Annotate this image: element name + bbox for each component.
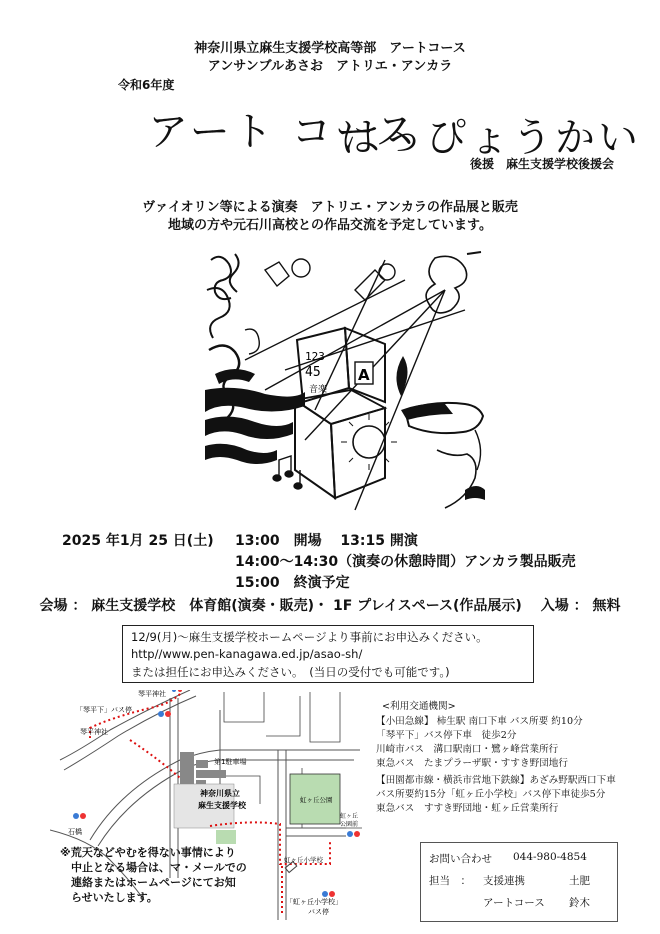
notice-line2: 中止となる場合は、マ・メールでの — [71, 861, 247, 874]
contact-name1: 土肥 — [569, 875, 590, 887]
apply-line1: 12/9(月)～麻生支援学校ホームページより事前にお申込みください。 — [131, 630, 488, 644]
map-school-line1: 神奈川県立 — [200, 789, 240, 798]
title-art-course: アート コース — [148, 109, 419, 155]
contact-label: お問い合わせ — [429, 853, 492, 865]
map-bus-stop-elementary-2: バス停 — [308, 908, 329, 916]
access-block-1 — [376, 715, 583, 771]
map-kotohira-shrine-top: 琴平神社 — [138, 690, 166, 698]
event-date: 2025 年1月 25 日(土) — [62, 533, 214, 549]
cube-text-123: 123 — [305, 350, 325, 363]
venue-line: 会場 ： 麻生支援学校 体育館(演奏・販売)・ 1F プレイスペース(作品展示) 入場 ： 無料 — [39, 598, 621, 614]
access-line: 川崎市バス 溝口駅南口・鷺ヶ峰営業所行 — [376, 744, 559, 755]
application-box — [122, 625, 534, 683]
notice-line3: 連絡またはホームページにてお知 — [71, 876, 236, 889]
cube-text-45: 45 — [305, 365, 321, 380]
schedule-line2: 14:00～14:30（演奏の休憩時間）アンカラ製品販売 — [235, 554, 576, 570]
artwork-illustration — [205, 250, 487, 512]
contact-staff-label: 担当 ： — [429, 875, 471, 887]
map-bus-stop-elementary-1: 「虹ヶ丘小学校」 — [286, 898, 342, 906]
year-label: 令和6年度 — [118, 78, 175, 92]
lead-line1: ヴァイオリン等による演奏 アトリエ・アンカラの作品展と販売 — [142, 200, 518, 215]
access-block-2 — [376, 774, 616, 816]
map-kotohira-shrine: 琴平神社 — [80, 728, 108, 736]
contact-dept1: 支援連携 — [483, 875, 525, 887]
contact-name2: 鈴木 — [569, 897, 590, 909]
map-bus-stop-kotohiraashita: 「琴平下」バス停 — [76, 706, 132, 714]
contact-dept2: アートコース — [483, 897, 545, 909]
lead-line2: 地域の方や元石川高校との作品交流を予定しています。 — [168, 218, 492, 233]
apply-url[interactable]: http//www.pen-kanagawa.ed.jp/asao-sh/ — [131, 647, 363, 661]
access-line: 東急バス たまプラーザ駅・すすき野団地行 — [376, 758, 568, 769]
title-happyoukai: はっぴょうかい — [340, 115, 641, 161]
map-park: 虹ヶ丘公園 — [300, 796, 333, 804]
notice-line1: ※荒天などやむを得ない事情により — [60, 846, 236, 859]
access-line: 【田園都市線・横浜市営地下鉄線】あざみ野駅西口下車 — [376, 775, 616, 786]
map-park-front-2: 公園前 — [340, 821, 359, 828]
access-line: バス所要約15分「虹ヶ丘小学校」バス停下車徒歩5分 — [376, 789, 606, 800]
apply-line3: または担任にお申込みください。 (当日の受付でも可能です。) — [131, 665, 450, 679]
map-park-front-1: 虹ヶ丘 — [340, 813, 359, 820]
header-line1: 神奈川県立麻生支援学校高等部 アートコース — [194, 41, 466, 56]
map-ishibashi: 石橋 — [68, 828, 82, 836]
header-line2: アンサンブルあさお アトリエ・アンカラ — [207, 59, 453, 74]
schedule-line1: 13:00 開場 13:15 開演 — [235, 533, 418, 549]
access-line: 【小田急線】 柿生駅 南口下車 バス所要 約10分 — [376, 716, 583, 727]
schedule-line3: 15:00 終演予定 — [235, 575, 350, 591]
panel-letter: A — [358, 366, 370, 384]
cancellation-notice — [60, 845, 247, 905]
access-line: 東急バス すすき野団地・虹ヶ丘営業所行 — [376, 803, 559, 814]
map-elementary-school: 虹ヶ丘小学校 — [284, 856, 323, 864]
access-line: 「琴平下」バス停下車 徒歩2分 — [376, 730, 517, 741]
map-school-line2: 麻生支援学校 — [198, 801, 246, 810]
access-heading: <利用交通機関> — [382, 701, 456, 712]
sponsor-label: 後援 麻生支援学校後援会 — [470, 157, 615, 171]
map-parking: 第1駐車場 — [214, 758, 247, 766]
cube-text-music: 音楽 — [309, 385, 328, 395]
contact-phone[interactable]: 044-980-4854 — [513, 851, 587, 863]
notice-line4: らせいたします。 — [71, 891, 158, 904]
contact-box — [420, 842, 618, 922]
